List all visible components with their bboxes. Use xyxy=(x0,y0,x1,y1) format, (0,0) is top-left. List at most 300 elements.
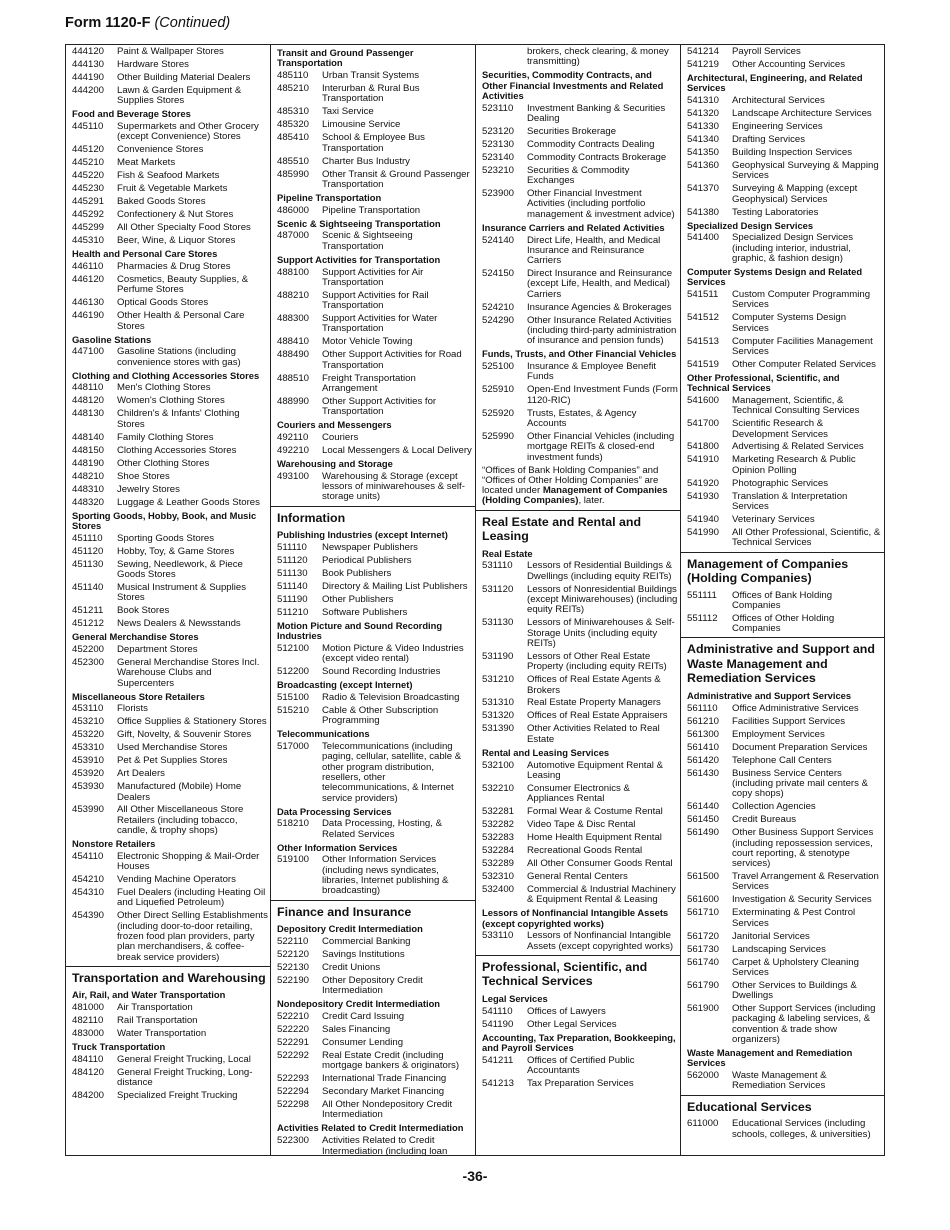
activity-description: Lessors of Residential Buildings & Dwellings (including equity REITs) xyxy=(527,560,673,582)
naics-code: 448130 xyxy=(72,408,105,420)
code-entry xyxy=(687,1119,884,1140)
code-entry xyxy=(72,805,270,836)
activity-description: Trusts, Estates, & Agency Accounts xyxy=(527,407,637,429)
activity-description: Book Stores xyxy=(117,605,170,617)
activity-description: General Rental Centers xyxy=(527,871,628,883)
code-entry xyxy=(687,184,884,205)
activity-description: Motor Vehicle Towing xyxy=(322,336,413,348)
activity-description: Offices of Lawyers xyxy=(527,1005,606,1017)
code-entry xyxy=(482,362,680,383)
naics-code: 448150 xyxy=(72,444,105,456)
code-entry xyxy=(687,802,884,812)
activity-description: Office Supplies & Stationery Stores xyxy=(117,716,267,728)
code-entry xyxy=(72,1068,270,1089)
naics-code: 541990 xyxy=(687,527,720,538)
code-entry xyxy=(277,819,475,840)
code-entry xyxy=(72,433,270,443)
naics-code: 522190 xyxy=(277,974,310,986)
code-entry xyxy=(72,275,270,296)
subsector-heading: Specialized Design Services xyxy=(687,219,814,231)
activity-description: Scenic & Sightseeing Transportation xyxy=(322,230,413,252)
naics-code: 454390 xyxy=(72,910,105,922)
sector-heading: Professional, Scientific, and Technical Services xyxy=(476,955,680,991)
code-entry xyxy=(72,730,270,740)
subsector-heading: Broadcasting (except Internet) xyxy=(277,679,413,691)
activity-description: Open-End Investment Funds (Form 1120-RIC) xyxy=(527,384,678,406)
code-entry xyxy=(277,1136,475,1155)
activity-description: Other Support Services (including packaging & labeling services, & convention & trade show organizers) xyxy=(732,1003,876,1046)
code-entry xyxy=(687,455,884,476)
naics-code: 445120 xyxy=(72,144,105,156)
code-entry xyxy=(482,820,680,830)
naics-code: 532289 xyxy=(482,858,515,870)
naics-code: 485510 xyxy=(277,155,310,167)
code-entry xyxy=(277,1012,475,1022)
naics-code: 511140 xyxy=(277,580,308,592)
code-entry xyxy=(687,233,884,264)
subsector-heading: Clothing and Clothing Accessories Stores xyxy=(72,369,260,381)
code-entry xyxy=(687,756,884,766)
naics-code: 519100 xyxy=(277,854,310,866)
naics-code: 561900 xyxy=(687,1003,720,1015)
code-entry xyxy=(482,761,680,782)
naics-code: 487000 xyxy=(277,230,310,242)
code-entry xyxy=(482,885,680,906)
code-entry xyxy=(482,303,680,313)
naics-code: 523900 xyxy=(482,188,515,200)
subsector-heading: Waste Management and Remediation Services xyxy=(687,1047,853,1069)
activity-description: Men's Clothing Stores xyxy=(117,382,211,394)
activity-description: Electronic Shopping & Mail-Order Houses xyxy=(117,850,260,873)
code-entry xyxy=(72,583,270,604)
code-entry xyxy=(687,981,884,1002)
code-entry xyxy=(72,262,270,272)
activity-description: Specialized Design Services (including interior, industrial, graphic, & fashion design) xyxy=(732,232,854,264)
naics-code: 453220 xyxy=(72,729,105,741)
activity-description: Video Tape & Disc Rental xyxy=(527,819,636,831)
naics-code: 445210 xyxy=(72,157,105,169)
naics-code: 451130 xyxy=(72,558,104,570)
code-entry xyxy=(687,396,884,417)
activity-description: Pharmacies & Drug Stores xyxy=(117,260,231,272)
activity-description: Pipeline Transportation xyxy=(322,204,421,216)
code-entry xyxy=(482,140,680,150)
activity-description: Other Depository Credit Intermediation xyxy=(322,974,423,997)
naics-code: 541511 xyxy=(687,289,719,300)
activity-description: Marketing Research & Public Opinion Polling xyxy=(732,454,856,476)
activity-description: Freight Transportation Arrangement xyxy=(322,372,416,394)
naics-code: 453920 xyxy=(72,768,105,780)
naics-code: 446110 xyxy=(72,260,104,272)
code-entry xyxy=(687,161,884,182)
activity-description: Computer Systems Design Services xyxy=(732,312,847,334)
activity-description: Fuel Dealers (including Heating Oil and Liquefied Petroleum) xyxy=(117,887,266,909)
subsector-heading: Architectural, Engineering, and Related Services xyxy=(687,71,863,94)
naics-code: 522220 xyxy=(277,1023,310,1035)
activity-description: Exterminating & Pest Control Services xyxy=(732,907,856,929)
activity-description: Computer Facilities Management Services xyxy=(732,335,873,357)
code-entry xyxy=(482,698,680,708)
naics-code: 446130 xyxy=(72,297,105,309)
note-text: “Offices of Bank Holding Companies” and “Offices of Other Holding Companies” are located under xyxy=(482,464,659,497)
naics-code: 522292 xyxy=(277,1049,310,1061)
naics-code: 541350 xyxy=(687,147,720,158)
code-entry xyxy=(72,1029,270,1039)
activity-description: Telecommunications (including paging, cellular, satellite, cable & other program distribution, resellers, other telecommunications, & Internet service providers) xyxy=(322,741,462,804)
activity-description: Office Administrative Services xyxy=(732,702,859,714)
naics-code: 481000 xyxy=(72,1002,105,1014)
naics-code: 454110 xyxy=(72,850,104,862)
activity-description: Confectionery & Nut Stores xyxy=(117,209,234,221)
code-entry xyxy=(72,184,270,194)
naics-code: 518210 xyxy=(277,818,310,830)
code-entry xyxy=(482,872,680,882)
naics-code: 448110 xyxy=(72,382,104,394)
code-entry xyxy=(687,815,884,825)
naics-code: 444200 xyxy=(72,84,105,96)
activity-description: brokers, check clearing, & money transmitting) xyxy=(527,46,669,68)
subsector-heading: Lessors of Nonfinancial Intangible Assets (except copyrighted works) xyxy=(482,907,669,929)
code-entry xyxy=(277,170,475,191)
code-entry xyxy=(482,618,680,649)
sector-heading: Educational Services xyxy=(681,1095,884,1117)
naics-code: 448190 xyxy=(72,457,105,469)
activity-description: Business Service Centers (including private mail centers & copy shops) xyxy=(732,767,868,800)
code-entry xyxy=(687,492,884,513)
naics-code: 541800 xyxy=(687,441,720,453)
code-entry xyxy=(72,145,270,155)
naics-code: 611000 xyxy=(687,1118,719,1130)
activity-description: Real Estate Credit (including mortgage bankers & originators) xyxy=(322,1049,460,1072)
code-entry xyxy=(72,472,270,482)
activity-description: Commercial Banking xyxy=(322,935,411,947)
activity-description: Newspaper Publishers xyxy=(322,541,418,553)
naics-code: 561300 xyxy=(687,728,720,740)
activity-description: Landscape Architecture Services xyxy=(732,108,872,120)
activity-description: Surveying & Mapping (except Geophysical) Services xyxy=(732,183,858,205)
activity-description: Offices of Real Estate Appraisers xyxy=(527,710,668,722)
naics-code: 541310 xyxy=(687,95,720,107)
code-entry xyxy=(72,534,270,544)
activity-description: Shoe Stores xyxy=(117,470,170,482)
activity-description: Meat Markets xyxy=(117,157,176,169)
activity-description: Offices of Other Holding Companies xyxy=(732,612,835,635)
code-entry xyxy=(277,569,475,579)
naics-code: 453910 xyxy=(72,755,105,767)
code-entry xyxy=(277,937,475,947)
subsector-heading: Sporting Goods, Hobby, Book, and Music Stores xyxy=(72,509,257,531)
code-entry xyxy=(277,950,475,960)
naics-code: 486000 xyxy=(277,204,310,216)
naics-code: 541320 xyxy=(687,108,720,120)
code-entry xyxy=(482,652,680,673)
naics-code: 512100 xyxy=(277,642,310,654)
naics-code: 524150 xyxy=(482,268,515,280)
subsector-heading: Securities, Commodity Contracts, and Other Financial Investments and Related Activities xyxy=(482,69,664,101)
code-entry xyxy=(277,608,475,618)
activity-description: Other Insurance Related Activities (including third-party administration of insurance and pension funds) xyxy=(527,314,677,347)
subsector-heading: Insurance Carriers and Related Activities xyxy=(482,221,665,233)
code-entry xyxy=(482,807,680,817)
naics-code: 532400 xyxy=(482,884,515,895)
code-entry xyxy=(72,1091,270,1101)
activity-description: Custom Computer Programming Services xyxy=(732,289,871,311)
code-entry xyxy=(72,171,270,181)
code-entry xyxy=(687,769,884,800)
subsector-heading: Legal Services xyxy=(482,992,548,1004)
activity-description: Pet & Pet Supplies Stores xyxy=(117,755,228,767)
code-entry xyxy=(72,852,270,873)
activity-description: Paint & Wallpaper Stores xyxy=(117,46,224,57)
naics-code: 511210 xyxy=(277,606,309,618)
activity-description: Book Publishers xyxy=(322,567,392,579)
activity-description: Jewelry Stores xyxy=(117,483,180,495)
naics-code: 451110 xyxy=(72,532,103,544)
activity-description: Motion Picture & Video Industries (except video rental) xyxy=(322,642,464,665)
naics-code: 515100 xyxy=(277,692,310,704)
naics-code: 485990 xyxy=(277,168,310,180)
code-entry xyxy=(72,658,270,689)
subsector-heading: Accounting, Tax Preparation, Bookkeeping, and Payroll Services xyxy=(482,1031,676,1054)
code-entry xyxy=(72,383,270,393)
naics-code: 448140 xyxy=(72,431,105,443)
column-1 xyxy=(65,45,270,1155)
activity-description: Hobby, Toy, & Game Stores xyxy=(117,545,235,557)
naics-code: 541940 xyxy=(687,514,720,526)
code-entry xyxy=(482,711,680,721)
code-entry xyxy=(277,231,475,252)
column-2 xyxy=(270,45,475,1155)
subsector-heading: Other Information Services xyxy=(277,841,398,853)
code-entry xyxy=(482,724,680,745)
code-entry xyxy=(277,556,475,566)
code-entry xyxy=(277,1100,475,1121)
naics-code: 447100 xyxy=(72,346,105,358)
naics-code: 451140 xyxy=(72,581,104,593)
form-header xyxy=(65,15,230,31)
page-number: -36- xyxy=(462,1168,488,1184)
naics-code: 444120 xyxy=(72,46,105,57)
code-entry xyxy=(687,47,884,57)
activity-description: Periodical Publishers xyxy=(322,554,412,566)
activity-description: Other Financial Investment Activities (including portfolio management & investment advice) xyxy=(527,188,675,220)
naics-code: 532281 xyxy=(482,806,515,818)
naics-code: 448120 xyxy=(72,395,105,407)
naics-code: 532100 xyxy=(482,759,515,771)
activity-description: Data Processing, Hosting, & Related Services xyxy=(322,818,442,840)
activity-description: Children's & Infants' Clothing Stores xyxy=(117,408,240,430)
note-suffix: , later. xyxy=(578,495,605,507)
code-entry xyxy=(277,397,475,418)
naics-code: 532210 xyxy=(482,782,515,794)
activity-description: Translation & Interpretation Services xyxy=(732,490,848,513)
naics-code: 488490 xyxy=(277,349,310,361)
activity-description: Other Activities Related to Real Estate xyxy=(527,723,660,745)
code-entry xyxy=(277,206,475,216)
activity-description: Art Dealers xyxy=(117,768,165,780)
activity-description: Sporting Goods Stores xyxy=(117,532,215,544)
code-entry xyxy=(482,432,680,463)
subsector-heading: Pipeline Transportation xyxy=(277,191,382,203)
naics-code: 511120 xyxy=(277,554,308,566)
column-4 xyxy=(680,45,885,1155)
naics-code: 531310 xyxy=(482,697,515,709)
activity-description: Commodity Contracts Brokerage xyxy=(527,151,667,163)
activity-description: Insurance & Employee Benefit Funds xyxy=(527,361,657,383)
activity-description: All Other Nondepository Credit Intermediation xyxy=(322,1099,453,1121)
code-entry xyxy=(277,1025,475,1035)
code-entry xyxy=(687,932,884,942)
code-entry xyxy=(482,675,680,696)
code-entry xyxy=(687,872,884,893)
naics-code: 485210 xyxy=(277,83,310,95)
code-entry xyxy=(72,743,270,753)
sector-heading: Finance and Insurance xyxy=(271,900,475,922)
code-entry xyxy=(277,963,475,973)
subsector-heading: Administrative and Support Services xyxy=(687,689,852,701)
code-entry xyxy=(687,614,884,635)
activity-description: Savings Institutions xyxy=(322,948,405,960)
activity-description: Commodity Contracts Dealing xyxy=(527,138,655,150)
code-entry xyxy=(277,667,475,677)
naics-code: 561210 xyxy=(687,715,720,727)
code-entry xyxy=(277,582,475,592)
code-entry xyxy=(482,189,680,220)
activity-description: Tax Preparation Services xyxy=(527,1078,634,1090)
naics-code: 482110 xyxy=(72,1015,104,1027)
code-entry xyxy=(277,374,475,395)
activity-description: Carpet & Upholstery Cleaning Services xyxy=(732,956,859,978)
activity-description: Cosmetics, Beauty Supplies, & Perfume Stores xyxy=(117,273,249,296)
activity-description: Other Information Services (including news syndicates, libraries, Internet publishing & broadcasting) xyxy=(322,854,449,897)
code-entry xyxy=(72,60,270,70)
activity-description: Engineering Services xyxy=(732,121,823,133)
activity-description: Lessors of Nonresidential Buildings (except Miniwarehouses) (including equity REITs) xyxy=(527,583,678,616)
code-entry xyxy=(482,409,680,430)
code-entry xyxy=(687,360,884,370)
activity-description: Lawn & Garden Equipment & Supplies Stores xyxy=(117,84,242,107)
naics-code: 444190 xyxy=(72,71,105,83)
subsector-heading: Gasoline Stations xyxy=(72,333,152,345)
naics-code: 451120 xyxy=(72,545,104,557)
code-entry xyxy=(72,606,270,616)
code-entry xyxy=(482,1056,680,1077)
naics-code: 492210 xyxy=(277,444,310,456)
naics-code: 452300 xyxy=(72,656,105,668)
code-entry xyxy=(72,197,270,207)
subsector-heading: Miscellaneous Store Retailers xyxy=(72,690,205,702)
activity-description: Securities Brokerage xyxy=(527,125,617,137)
naics-code: 522210 xyxy=(277,1010,310,1022)
activity-description: Gasoline Stations (including convenience stores with gas) xyxy=(117,346,241,368)
code-entry xyxy=(72,47,270,57)
naics-code: 541380 xyxy=(687,206,720,218)
naics-code: 524210 xyxy=(482,301,515,313)
code-entry xyxy=(277,350,475,371)
naics-code: 454310 xyxy=(72,887,105,899)
activity-description: Other Support Activities for Road Transportation xyxy=(322,349,462,371)
activity-description: Support Activities for Rail Transportation xyxy=(322,289,429,312)
naics-code: 511110 xyxy=(277,541,307,553)
naics-code: 561450 xyxy=(687,814,720,826)
code-entry xyxy=(687,828,884,869)
activity-description: Testing Laboratories xyxy=(732,206,819,218)
code-entry xyxy=(482,784,680,805)
naics-code: 488510 xyxy=(277,372,310,384)
activity-description: Limousine Service xyxy=(322,119,401,131)
subsector-heading: Nondepository Credit Intermediation xyxy=(277,998,441,1010)
subsector-heading: Transit and Ground Passenger Transportation xyxy=(277,47,414,69)
sector-heading: Information xyxy=(271,506,475,528)
activity-description: Investigation & Security Services xyxy=(732,894,872,906)
naics-code: 541214 xyxy=(687,46,720,57)
activity-description: School & Employee Bus Transportation xyxy=(322,132,425,154)
code-entry xyxy=(482,1079,680,1089)
activity-description: Air Transportation xyxy=(117,1002,193,1014)
activity-description: Vending Machine Operators xyxy=(117,874,236,886)
code-entry xyxy=(687,730,884,740)
naics-code: 541340 xyxy=(687,134,720,146)
naics-code: 531320 xyxy=(482,710,515,722)
subsector-heading: General Merchandise Stores xyxy=(72,631,199,643)
code-entry xyxy=(482,585,680,616)
code-entry xyxy=(72,223,270,233)
activity-description: Advertising & Related Services xyxy=(732,441,864,453)
naics-code: 488100 xyxy=(277,266,310,278)
naics-code: 523110 xyxy=(482,102,514,114)
naics-code: 448310 xyxy=(72,483,105,495)
subsector-heading: Scenic & Sightseeing Transportation xyxy=(277,217,441,229)
naics-code: 453930 xyxy=(72,781,105,793)
activity-description: Department Stores xyxy=(117,643,198,655)
code-entry xyxy=(72,396,270,406)
activity-description: Fruit & Vegetable Markets xyxy=(117,183,228,195)
subsector-heading: Data Processing Services xyxy=(277,805,392,817)
activity-description: Credit Bureaus xyxy=(732,814,796,826)
naics-code: 454210 xyxy=(72,874,105,886)
code-entry xyxy=(687,442,884,452)
code-entry xyxy=(277,337,475,347)
activity-description: Geophysical Surveying & Mapping Services xyxy=(732,159,879,182)
activity-description: Other Accounting Services xyxy=(732,58,846,70)
activity-description: Family Clothing Stores xyxy=(117,431,214,443)
code-entry xyxy=(482,104,680,125)
naics-code: 446120 xyxy=(72,273,105,285)
activity-description: All Other Consumer Goods Rental xyxy=(527,858,673,870)
activity-description: Document Preparation Services xyxy=(732,741,868,753)
naics-code: 522293 xyxy=(277,1073,310,1085)
code-entry xyxy=(687,290,884,311)
activity-description: Radio & Television Broadcasting xyxy=(322,692,460,704)
naics-code: 541219 xyxy=(687,58,720,70)
activity-description: Consumer Electronics & Appliances Rental xyxy=(527,782,630,805)
code-entry xyxy=(72,756,270,766)
naics-code: 488990 xyxy=(277,395,310,407)
code-entry xyxy=(72,498,270,508)
activity-description: Software Publishers xyxy=(322,606,408,618)
activity-description: Supermarkets and Other Grocery (except Convenience) Stores xyxy=(117,121,259,143)
activity-description: Local Messengers & Local Delivery xyxy=(322,444,472,456)
activity-description: Sound Recording Industries xyxy=(322,666,441,678)
naics-code: 561490 xyxy=(687,827,720,839)
subsector-heading: Nonstore Retailers xyxy=(72,838,156,850)
naics-code: 484110 xyxy=(72,1053,104,1065)
code-entry xyxy=(687,96,884,106)
naics-code: 551112 xyxy=(687,612,718,624)
activity-description: Drafting Services xyxy=(732,134,806,146)
activity-description: Optical Goods Stores xyxy=(117,297,209,309)
activity-description: Water Transportation xyxy=(117,1028,207,1040)
